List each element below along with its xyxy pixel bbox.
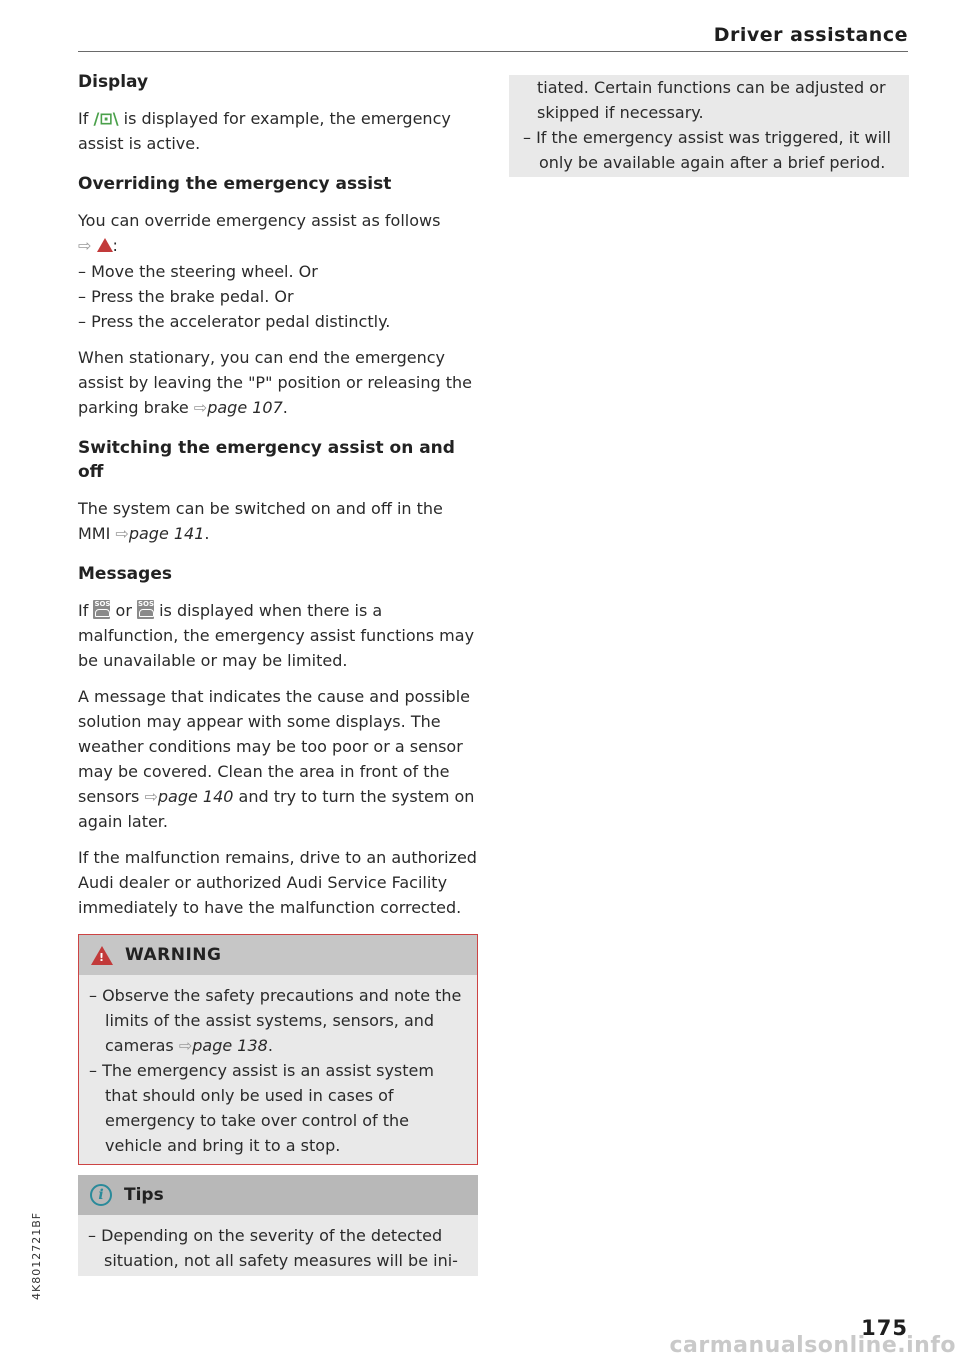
page-link[interactable]: page 141 xyxy=(128,524,205,543)
arrow-icon: ⇨ xyxy=(78,236,92,255)
messages-paragraph-3: If the malfunction remains, drive to an authorized Audi dealer or authorized Audi Service Facility immediately to have the malfunction corrected. xyxy=(78,848,477,917)
override-list xyxy=(78,259,478,334)
tips-header xyxy=(78,1175,478,1215)
messages-paragraph-1: If SOS or SOS is displayed when there is a malfunction, the emergency assist functions may be unavailable or may be limited. xyxy=(78,600,475,670)
page-number: 175 xyxy=(861,1316,908,1340)
tips-title: Tips xyxy=(124,1185,164,1205)
arrow-icon: ⇨ xyxy=(144,787,158,806)
list-item: – The emergency assist is an assist system that should only be used in cases of emergency to take over control of the vehicle and bring it to a stop. xyxy=(89,1061,434,1155)
display-paragraph: If /⊡\ is displayed for example, the emergency assist is active. xyxy=(78,109,451,153)
tips-continued-body xyxy=(509,75,909,177)
display-heading: Display xyxy=(78,72,149,92)
arrow-icon: ⇨ xyxy=(178,1036,193,1055)
watermark: carmanualsonline.info xyxy=(669,1333,956,1358)
list-item: – Press the accelerator pedal distinctly. xyxy=(78,312,391,331)
emergency-assist-icon: /⊡\ xyxy=(93,109,119,128)
warning-triangle-icon xyxy=(91,946,113,965)
messages-heading: Messages xyxy=(78,564,172,584)
list-item: – If the emergency assist was triggered, it will only be available again after a brief period. xyxy=(523,128,891,172)
warning-body xyxy=(79,975,477,1164)
right-column xyxy=(509,75,909,177)
list-item: – Depending on the severity of the detected situation, not all safety measures will be ini- xyxy=(88,1226,458,1270)
warning-box xyxy=(78,934,478,1165)
messages-paragraph-2: A message that indicates the cause and possible solution may appear with some displays. The weather conditions may be too poor or a sensor may be covered. Clean the area in front of the sensors ⇨page 140 and try to turn the system on again later. xyxy=(78,687,475,831)
warning-header xyxy=(79,935,477,975)
page-link[interactable]: page 140 xyxy=(157,787,234,806)
sos-warning-icon: SOS xyxy=(137,600,154,619)
overriding-heading: Overriding the emergency assist xyxy=(78,174,392,194)
list-item: – Move the steering wheel. Or xyxy=(78,262,318,281)
arrow-icon: ⇨ xyxy=(193,398,208,417)
list-item: tiated. Certain functions can be adjusted or skipped if necessary. xyxy=(537,78,886,122)
arrow-icon: ⇨ xyxy=(115,524,129,543)
left-column xyxy=(78,70,478,1276)
warning-title: WARNING xyxy=(125,945,222,965)
overriding-intro: You can override emergency assist as follows ⇨ : xyxy=(78,211,441,255)
tips-body xyxy=(78,1215,478,1276)
document-code: 4K8012721BF xyxy=(30,1211,43,1300)
list-item: – Press the brake pedal. Or xyxy=(78,287,294,306)
info-icon: i xyxy=(90,1184,112,1206)
switching-heading: Switching the emergency assist on and off xyxy=(78,438,455,482)
sos-warning-icon: SOS xyxy=(93,600,110,619)
tips-box xyxy=(78,1175,478,1276)
list-item: – Observe the safety precautions and note the limits of the assist systems, sensors, and cameras ⇨page 138. xyxy=(89,986,462,1055)
stationary-paragraph: When stationary, you can end the emergency assist by leaving the "P" position or releasing the parking brake ⇨page 107. xyxy=(78,348,473,417)
warning-triangle-icon xyxy=(97,238,113,252)
switching-paragraph: The system can be switched on and off in the MMI ⇨page 141. xyxy=(78,499,443,543)
page-header-title: Driver assistance xyxy=(713,24,908,46)
page-link[interactable]: page 107 xyxy=(207,398,283,417)
header-rule xyxy=(78,51,908,52)
page-link[interactable]: page 138 xyxy=(192,1036,268,1055)
